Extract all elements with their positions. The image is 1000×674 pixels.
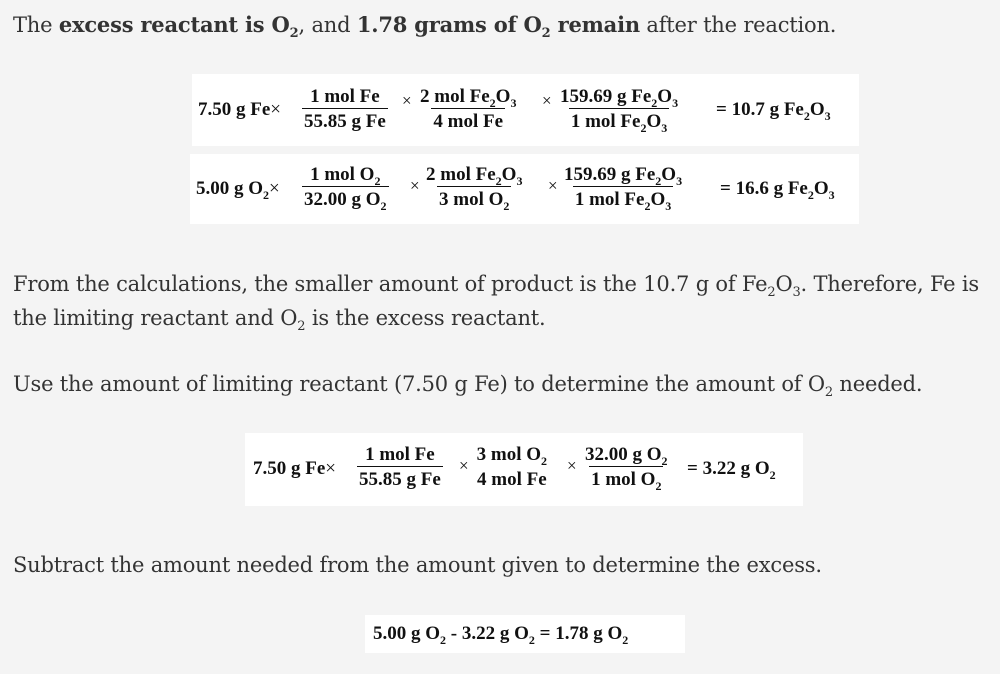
eq1-result: = 10.7 g $Fe_2O_3$ xyxy=(716,99,831,123)
eq2-fraction-2: 2 mol $Fe_2O_3$ 3 mol $O_2$ xyxy=(426,164,523,213)
limiting-reactant-paragraph: Use the amount of limiting reactant (7.50 g Fe) to determine the amount of $O_2$ needed. xyxy=(13,372,923,400)
equation-fe-to-o2: 7.50 g Fe× 1 mol Fe 55.85 g Fe × 3 mol $O_2$ 4 mol Fe × 32.00 g $O_2$ 1 mol $O_2$ = 3.22 g $O_2$ xyxy=(245,433,803,506)
remaining-amount-bold: 1.78 grams of $O_2$ remain xyxy=(356,12,640,41)
subtract-paragraph: Subtract the amount needed from the amount given to determine the excess. xyxy=(13,553,822,577)
eq3-result: = 3.22 g $O_2$ xyxy=(687,458,776,482)
eq3-start: 7.50 g Fe× xyxy=(253,458,337,479)
eq3-fraction-1: 1 mol Fe 55.85 g Fe xyxy=(359,444,441,490)
eq1-fraction-1: 1 mol Fe 55.85 g Fe xyxy=(304,86,386,132)
excess-reactant-bold: excess reactant is $O_2$ xyxy=(58,12,299,41)
eq3-fraction-3: 32.00 g $O_2$ 1 mol $O_2$ xyxy=(585,444,668,493)
eq2-result: = 16.6 g $Fe_2O_3$ xyxy=(720,178,835,202)
eq2-fraction-1: 1 mol $O_2$ 32.00 g $O_2$ xyxy=(304,164,387,213)
eq1-fraction-2: 2 mol $Fe_2O_3$ 4 mol Fe xyxy=(420,86,517,132)
equation-fe-to-fe2o3: 7.50 g Fe× 1 mol Fe 55.85 g Fe × 2 mol $Fe_2O_3$ 4 mol Fe × 159.69 g $Fe_2O_3$ 1 mol $Fe_2O_3$ = 10.7 g $Fe_2O_3$ xyxy=(192,74,859,146)
conclusion-paragraph: From the calculations, the smaller amount of product is the 10.7 g of $Fe_2O_3$. Therefore, Fe is the limiting reactant and $O_2$ is the excess reactant. xyxy=(13,272,979,334)
eq4-expression: 5.00 g $O_2 - 3.22$ g $O_2 = 1.78$ g $O_2$ xyxy=(373,623,629,647)
eq3-fraction-2: 3 mol $O_2$ 4 mol Fe xyxy=(476,444,548,490)
eq2-fraction-3: 159.69 g $Fe_2O_3$ 1 mol $Fe_2O_3$ xyxy=(564,164,683,213)
equation-o2-to-fe2o3: 5.00 g $O_2\times$ 1 mol $O_2$ 32.00 g $O_2$ × 2 mol $Fe_2O_3$ 3 mol $O_2$ × 159.69 g $Fe_2O_3$ 1 mol $Fe_2O_3$ = 16.6 g $Fe_2O_3$ xyxy=(190,154,859,224)
eq1-fraction-3: 159.69 g $Fe_2O_3$ 1 mol $Fe_2O_3$ xyxy=(560,86,679,135)
eq2-start: 5.00 g $O_2\times$ xyxy=(196,178,280,202)
intro-paragraph: The excess reactant is $O_2$, and 1.78 grams of $O_2$ remain after the reaction. xyxy=(13,12,837,41)
intro-text: The xyxy=(13,13,59,37)
equation-excess xyxy=(365,615,685,653)
eq1-start: 7.50 g Fe× xyxy=(198,99,282,120)
